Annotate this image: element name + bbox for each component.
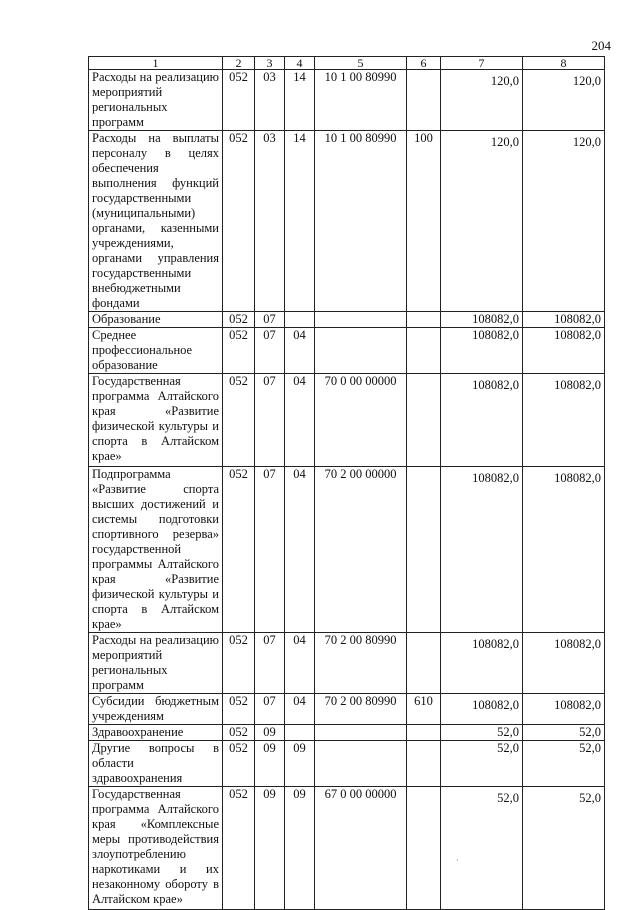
row-name: Субсидии бюджетным учреждениям <box>89 694 223 725</box>
table-row <box>89 374 605 467</box>
column-header: 3 <box>255 57 285 70</box>
cell-amount-7: 108082,0 <box>441 633 523 694</box>
cell-amount-7: 52,0 <box>441 725 523 741</box>
cell-amount-8: 108082,0 <box>523 633 605 694</box>
cell-subsection: 04 <box>285 694 315 725</box>
cell-expense-type <box>407 374 441 467</box>
cell-target-article: 10 1 00 80990 <box>315 70 407 131</box>
cell-section: 07 <box>255 633 285 694</box>
cell-subsection <box>285 312 315 328</box>
cell-ministry: 052 <box>223 694 255 725</box>
cell-section: 07 <box>255 374 285 467</box>
cell-subsection: 09 <box>285 741 315 787</box>
row-name: Образование <box>89 312 223 328</box>
cell-target-article: 67 0 00 00000 <box>315 787 407 910</box>
cell-expense-type <box>407 467 441 633</box>
table-row <box>89 467 605 633</box>
cell-section: 09 <box>255 741 285 787</box>
cell-amount-7: 108082,0 <box>441 328 523 374</box>
cell-amount-8: 52,0 <box>523 725 605 741</box>
cell-amount-7: 52,0 <box>441 741 523 787</box>
cell-target-article <box>315 741 407 787</box>
cell-amount-8: 108082,0 <box>523 467 605 633</box>
cell-subsection: 04 <box>285 467 315 633</box>
row-name: Подпрограмма «Развитие спорта высших достижений и системы подготовки спортивного резерва» государственной программы Алтайского края «Развитие физической культуры и спорта в Алтайском крае» <box>89 467 223 633</box>
column-header: 7 <box>441 57 523 70</box>
table-row <box>89 694 605 725</box>
column-header: 2 <box>223 57 255 70</box>
cell-target-article: 70 2 00 80990 <box>315 694 407 725</box>
cell-amount-8: 108082,0 <box>523 328 605 374</box>
table-header-row <box>89 57 605 70</box>
cell-target-article <box>315 328 407 374</box>
cell-amount-8: 120,0 <box>523 131 605 312</box>
cell-amount-8: 108082,0 <box>523 312 605 328</box>
cell-section: 03 <box>255 70 285 131</box>
cell-subsection: 14 <box>285 131 315 312</box>
cell-section: 07 <box>255 694 285 725</box>
cell-amount-7: 108082,0 <box>441 374 523 467</box>
cell-target-article <box>315 725 407 741</box>
cell-amount-7: 120,0 <box>441 70 523 131</box>
cell-amount-8: 108082,0 <box>523 694 605 725</box>
table-row <box>89 741 605 787</box>
cell-target-article: 10 1 00 80990 <box>315 131 407 312</box>
column-header: 1 <box>89 57 223 70</box>
cell-subsection <box>285 725 315 741</box>
cell-expense-type <box>407 741 441 787</box>
cell-amount-8: 120,0 <box>523 70 605 131</box>
column-header: 5 <box>315 57 407 70</box>
cell-ministry: 052 <box>223 741 255 787</box>
row-name: Среднее профессиональное образование <box>89 328 223 374</box>
cell-target-article: 70 2 00 00000 <box>315 467 407 633</box>
cell-section: 03 <box>255 131 285 312</box>
row-name: Государственная программа Алтайского края «Развитие физической культуры и спорта в Алтайском крае» <box>89 374 223 467</box>
budget-table <box>88 56 605 910</box>
cell-expense-type <box>407 328 441 374</box>
column-header: 4 <box>285 57 315 70</box>
table-row <box>89 328 605 374</box>
cell-expense-type: 610 <box>407 694 441 725</box>
row-name: Расходы на выплаты персоналу в целях обеспечения выполнения функций государственными (муниципальными) органами, казенными учреждениями, органами управления государственными внебюджетными фондами <box>89 131 223 312</box>
cell-section: 07 <box>255 328 285 374</box>
cell-amount-7: 120,0 <box>441 131 523 312</box>
row-name: Расходы на реализацию мероприятий региональных программ <box>89 70 223 131</box>
table-row <box>89 725 605 741</box>
cell-subsection: 14 <box>285 70 315 131</box>
cell-expense-type <box>407 725 441 741</box>
cell-ministry: 052 <box>223 725 255 741</box>
cell-expense-type: 100 <box>407 131 441 312</box>
cell-section: 07 <box>255 467 285 633</box>
cell-amount-8: 52,0 <box>523 741 605 787</box>
cell-amount-7: 52,0 <box>441 787 523 910</box>
column-header: 6 <box>407 57 441 70</box>
cell-subsection: 09 <box>285 787 315 910</box>
table-row <box>89 787 605 910</box>
cell-expense-type <box>407 787 441 910</box>
cell-ministry: 052 <box>223 70 255 131</box>
cell-section: 09 <box>255 725 285 741</box>
cell-ministry: 052 <box>223 328 255 374</box>
table-row <box>89 312 605 328</box>
column-header: 8 <box>523 57 605 70</box>
cell-expense-type <box>407 312 441 328</box>
page-number: 204 <box>591 38 611 53</box>
row-name: Другие вопросы в области здравоохранения <box>89 741 223 787</box>
cell-target-article: 70 2 00 80990 <box>315 633 407 694</box>
cell-ministry: 052 <box>223 131 255 312</box>
scan-speck: · <box>456 856 459 865</box>
table-row <box>89 131 605 312</box>
cell-ministry: 052 <box>223 312 255 328</box>
cell-amount-7: 108082,0 <box>441 694 523 725</box>
cell-subsection: 04 <box>285 328 315 374</box>
row-name: Здравоохранение <box>89 725 223 741</box>
cell-ministry: 052 <box>223 374 255 467</box>
cell-expense-type <box>407 633 441 694</box>
table-row <box>89 633 605 694</box>
cell-subsection: 04 <box>285 374 315 467</box>
cell-amount-8: 52,0 <box>523 787 605 910</box>
cell-target-article: 70 0 00 00000 <box>315 374 407 467</box>
cell-ministry: 052 <box>223 633 255 694</box>
cell-section: 09 <box>255 787 285 910</box>
cell-ministry: 052 <box>223 467 255 633</box>
cell-amount-7: 108082,0 <box>441 467 523 633</box>
cell-expense-type <box>407 70 441 131</box>
cell-amount-8: 108082,0 <box>523 374 605 467</box>
row-name: Расходы на реализацию мероприятий региональных программ <box>89 633 223 694</box>
cell-section: 07 <box>255 312 285 328</box>
row-name: Государственная программа Алтайского края «Комплексные меры противодействия злоупотреблению наркотиками и их незаконному обороту в Алтайском крае» <box>89 787 223 910</box>
table-row <box>89 70 605 131</box>
cell-amount-7: 108082,0 <box>441 312 523 328</box>
cell-ministry: 052 <box>223 787 255 910</box>
cell-subsection: 04 <box>285 633 315 694</box>
cell-target-article <box>315 312 407 328</box>
